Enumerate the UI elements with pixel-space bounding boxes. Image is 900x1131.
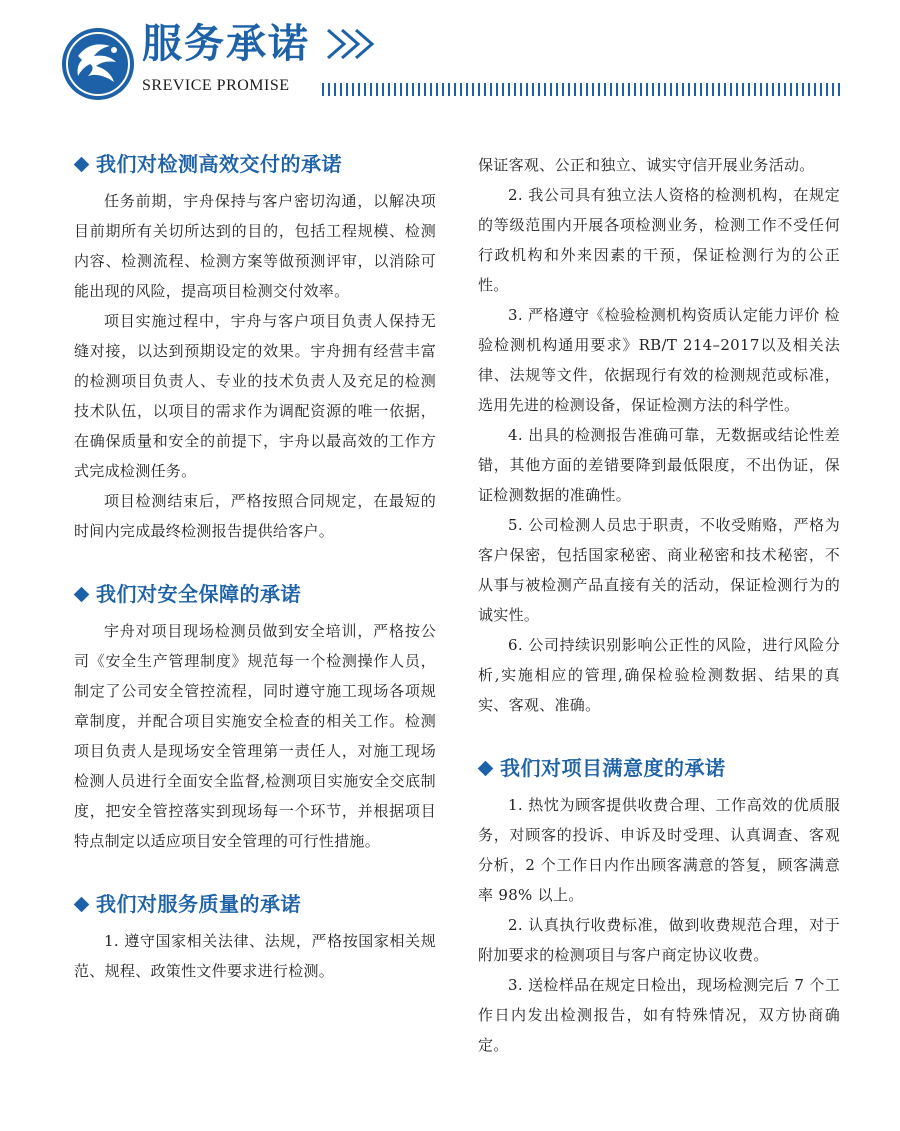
company-logo-icon <box>60 26 136 102</box>
paragraph: 6. 公司持续识别影响公正性的风险，进行风险分析,实施相应的管理,确保检验检测数据、结果的真实、客观、准确。 <box>478 636 840 714</box>
section-quality <box>74 890 436 986</box>
paragraph: 任务前期，宇舟保持与客户密切沟通，以解决项目前期所有关切所达到的目的，包括工程规模、检测内容、检测流程、检测方案等做预测评审，以消除可能出现的风险，提高项目检测交付效率。 <box>74 192 436 300</box>
header-stripe-divider <box>322 83 840 96</box>
diamond-bullet-icon <box>478 760 494 776</box>
paragraph: 宇舟对项目现场检测员做到安全培训，严格按公司《安全生产管理制度》规范每一个检测操作人员，制定了公司安全管控流程，同时遵守施工现场各项规章制度，并配合项目实施安全检查的相关工作。检测项目负责人是现场安全管理第一责任人，对施工现场检测人员进行全面安全监督,检测项目实施安全交底制度，把安全管控落实到现场每一个环节，并根据项目特点制定以适应项目安全管理的可行性措施。 <box>74 622 436 850</box>
section-heading <box>74 150 436 178</box>
paragraph-continuation: 保证客观、公正和独立、诚实守信开展业务活动。 <box>478 156 815 174</box>
page-title: 服务承诺 <box>142 21 310 67</box>
right-column <box>478 150 840 1094</box>
page-header <box>0 0 900 110</box>
paragraph: 1. 热忱为顾客提供收费合理、工作高效的优质服务，对顾客的投诉、申诉及时受理、认真调查、客观分析，2 个工作日内作出顾客满意的答复，顾客满意率 98% 以上。 <box>478 796 840 904</box>
paragraph: 4. 出具的检测报告准确可靠，无数据或结论性差错，其他方面的差错要降到最低限度，不出伪证，保证检测数据的准确性。 <box>478 426 840 504</box>
paragraph: 2. 我公司具有独立法人资格的检测机构，在规定的等级范围内开展各项检测业务，检测工作不受任何行政机构和外来因素的干预，保证检测行为的公正性。 <box>478 186 840 294</box>
section-heading-text: 我们对检测高效交付的承诺 <box>96 152 342 176</box>
section-safety <box>74 580 436 856</box>
section-heading <box>478 754 840 782</box>
paragraph: 5. 公司检测人员忠于职责，不收受贿赂，严格为客户保密，包括国家秘密、商业秘密和技术秘密，不从事与被检测产品直接有关的活动，保证检测行为的诚实性。 <box>478 516 840 624</box>
section-heading-text: 我们对安全保障的承诺 <box>96 582 301 606</box>
paragraph: 项目实施过程中，宇舟与客户项目负责人保持无缝对接，以达到预期设定的效果。宇舟拥有经营丰富的检测项目负责人、专业的技术负责人及充足的检测技术队伍，以项目的需求作为调配资源的唯一依据，在确保质量和安全的前提下，宇舟以最高效的工作方式完成检测任务。 <box>74 312 436 480</box>
section-heading-text: 我们对项目满意度的承诺 <box>500 756 726 780</box>
section-quality-continued <box>478 150 840 720</box>
section-heading <box>74 580 436 608</box>
paragraph: 3. 送检样品在规定日检出，现场检测完后 7 个工作日内发出检测报告，如有特殊情况，双方协商确定。 <box>478 976 840 1054</box>
diamond-bullet-icon <box>74 156 90 172</box>
left-column <box>74 150 436 1020</box>
diamond-bullet-icon <box>74 586 90 602</box>
section-satisfaction <box>478 754 840 1060</box>
paragraph: 2. 认真执行收费标准，做到收费规范合理，对于附加要求的检测项目与客户商定协议收费。 <box>478 916 840 964</box>
section-delivery <box>74 150 436 546</box>
diamond-bullet-icon <box>74 896 90 912</box>
paragraph: 3. 严格遵守《检验检测机构资质认定能力评价 检验检测机构通用要求》RB/T 214–2017以及相关法律、法规等文件，依据现行有效的检测规范或标准，选用先进的检测设备，保证检测方法的科学性。 <box>478 306 840 414</box>
paragraph: 项目检测结束后，严格按照合同规定，在最短的时间内完成最终检测报告提供给客户。 <box>74 492 436 540</box>
double-chevron-icon <box>324 26 382 62</box>
section-heading-text: 我们对服务质量的承诺 <box>96 892 301 916</box>
page-subtitle: SREVICE PROMISE <box>142 77 290 94</box>
paragraph: 1. 遵守国家相关法律、法规，严格按国家相关规范、规程、政策性文件要求进行检测。 <box>74 932 436 980</box>
section-heading <box>74 890 436 918</box>
